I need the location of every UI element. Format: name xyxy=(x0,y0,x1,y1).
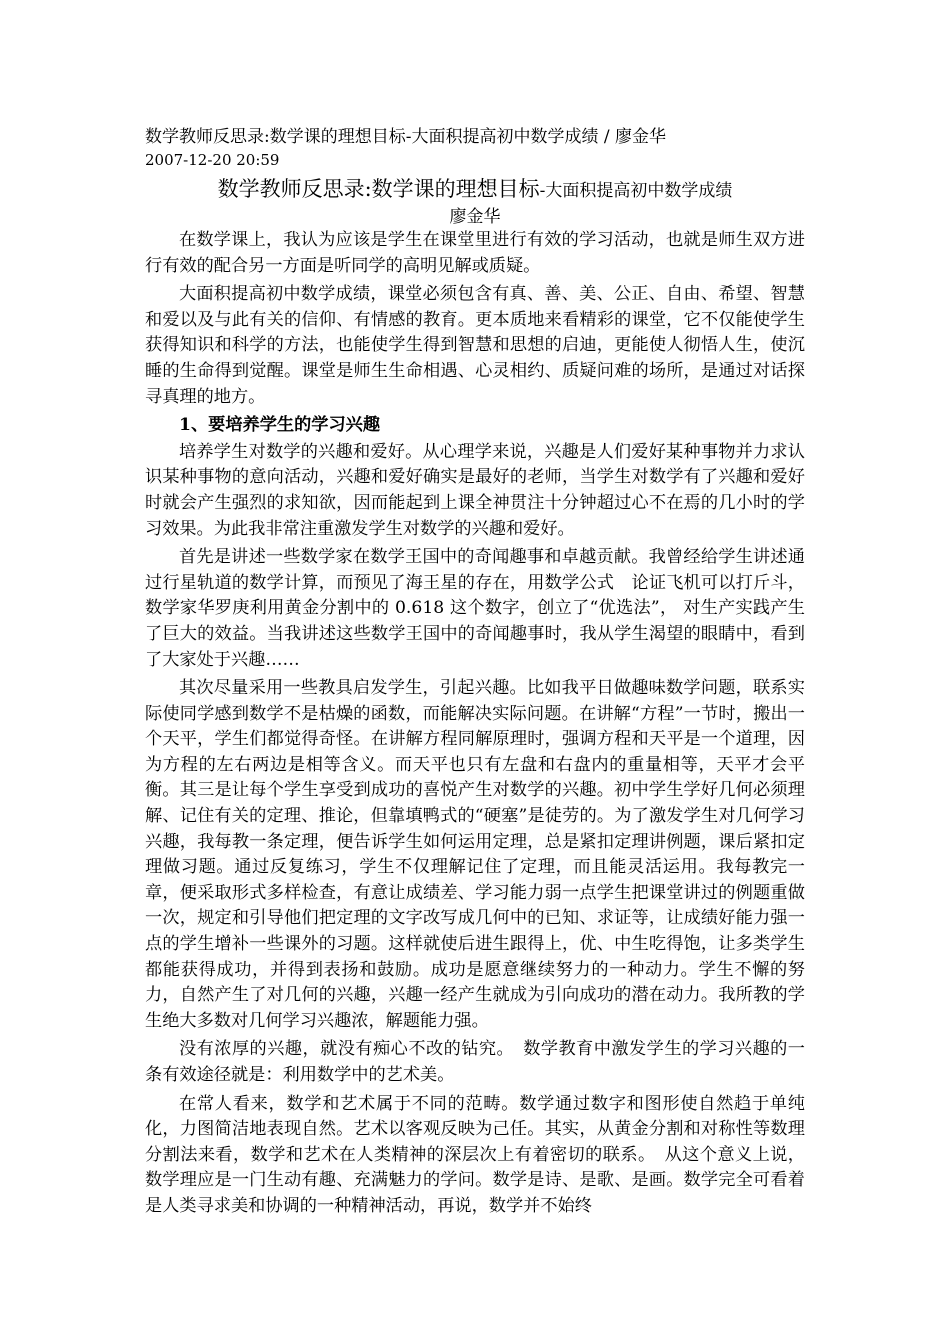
paragraph-4: 首先是讲述一些数学家在数学王国中的奇闻趣事和卓越贡献。我曾经给学生讲述通过行星轨道的数学计算，而预见了海王星的存在，用数学公式 论证飞机可以打斤斗，数学家华罗庚利用黄金分割中的 0.618 这个数字，创立了“优选法”， 对生产实践产生了巨大的效益。当我讲述这些数学王国中的奇闻趣事时，我从学生渴望的眼睛中，看到了大家处于兴趣…… xyxy=(145,547,805,670)
paragraph-6: 没有浓厚的兴趣，就没有痴心不改的钻究。 数学教育中激发学生的学习兴趣的一条有效途径就是：利用数学中的艺术美。 xyxy=(145,1039,805,1085)
author: 廖金华 xyxy=(449,207,501,227)
section-heading-1: 1、要培养学生的学习兴趣 xyxy=(179,415,381,436)
document-page xyxy=(145,124,805,1223)
paragraph-5: 其次尽量采用一些教具启发学生，引起兴趣。比如我平日做趣味数学问题，联系实际使同学感到数学不是枯燥的函数，而能解决实际问题。在讲解“方程”一节时，搬出一个天平，学生们都觉得奇怪。在讲解方程同解原理时，强调方程和天平是一个道理，因为方程的左右两边是相等含义。而天平也只有左盘和右盘内的重量相等，天平才会平衡。其三是让每个学生享受到成功的喜悦产生对数学的兴趣。初中学生学好几何必须理解、记住有关的定理、推论，但靠填鸭式的“硬塞”是徒劳的。为了激发学生对几何学习兴趣，我每教一条定理，便告诉学生如何运用定理，总是紧扣定理讲例题，课后紧扣定理做习题。通过反复练习，学生不仅理解记住了定理，而且能灵活运用。我每教完一章，便采取形式多样检查，有意让成绩差、学习能力弱一点学生把课堂讲过的例题重做一次，规定和引导他们把定理的文字改写成几何中的已知、求证等，让成绩好能力强一点的学生增补一些课外的习题。这样就使后进生跟得上，优、中生吃得饱，让多类学生都能获得成功，并得到表扬和鼓励。成功是愿意继续努力的一种动力。学生不懈的努力，自然产生了对几何的兴趣，兴趣一经产生就成为引向成功的潜在动力。我所教的学生绝大多数对几何学习兴趣浓，解题能力强。 xyxy=(145,678,805,1031)
document-title xyxy=(145,174,805,206)
paragraph-7: 在常人看来，数学和艺术属于不同的范畴。数学通过数字和图形使自然趋于单纯化，力图简洁地表现自然。艺术以客观反映为己任。其实，从黄金分割和对称性等数理分割法来看，数学和艺术在人类精神的深层次上有着密切的联系。 从这个意义上说，数学理应是一门生动有趣、充满魅力的学问。数学是诗、是歌、是画。数学完全可看着是人类寻求美和协调的一种精神活动，再说，数学并不始终 xyxy=(145,1093,805,1216)
title-main: 数学教师反思录:数学课的理想目标 xyxy=(217,177,540,201)
paragraph-2: 大面积提高初中数学成绩，课堂必须包含有真、善、美、公正、自由、希望、智慧和爱以及与此有关的信仰、有情感的教育。更本质地来看精彩的课堂，它不仅能使学生获得知识和科学的方法，也能使学生得到智慧和思想的启迪，更能使人彻悟人生，使沉睡的生命得到觉醒。课堂是师生生命相遇、心灵相约、质疑问难的场所，是通过对话探寻真理的地方。 xyxy=(145,284,805,407)
timestamp: 2007-12-20 20:59 xyxy=(145,151,280,169)
title-sub: -大面积提高初中数学成绩 xyxy=(539,181,733,201)
paragraph-1: 在数学课上，我认为应该是学生在课堂里进行有效的学习活动，也就是师生双方进行有效的配合另一方面是听同学的高明见解或质疑。 xyxy=(145,230,805,276)
paragraph-3: 培养学生对数学的兴趣和爱好。从心理学来说，兴趣是人们爱好某种事物并力求认识某种事物的意向活动，兴趣和爱好确实是最好的老师，当学生对数学有了兴趣和爱好时就会产生强烈的求知欲，因而能起到上课全神贯注十分钟超过心不在焉的几小时的学习效果。为此我非常注重激发学生对数学的兴趣和爱好。 xyxy=(145,441,805,539)
header-line: 数学教师反思录:数学课的理想目标-大面积提高初中数学成绩 / 廖金华 xyxy=(145,127,667,147)
